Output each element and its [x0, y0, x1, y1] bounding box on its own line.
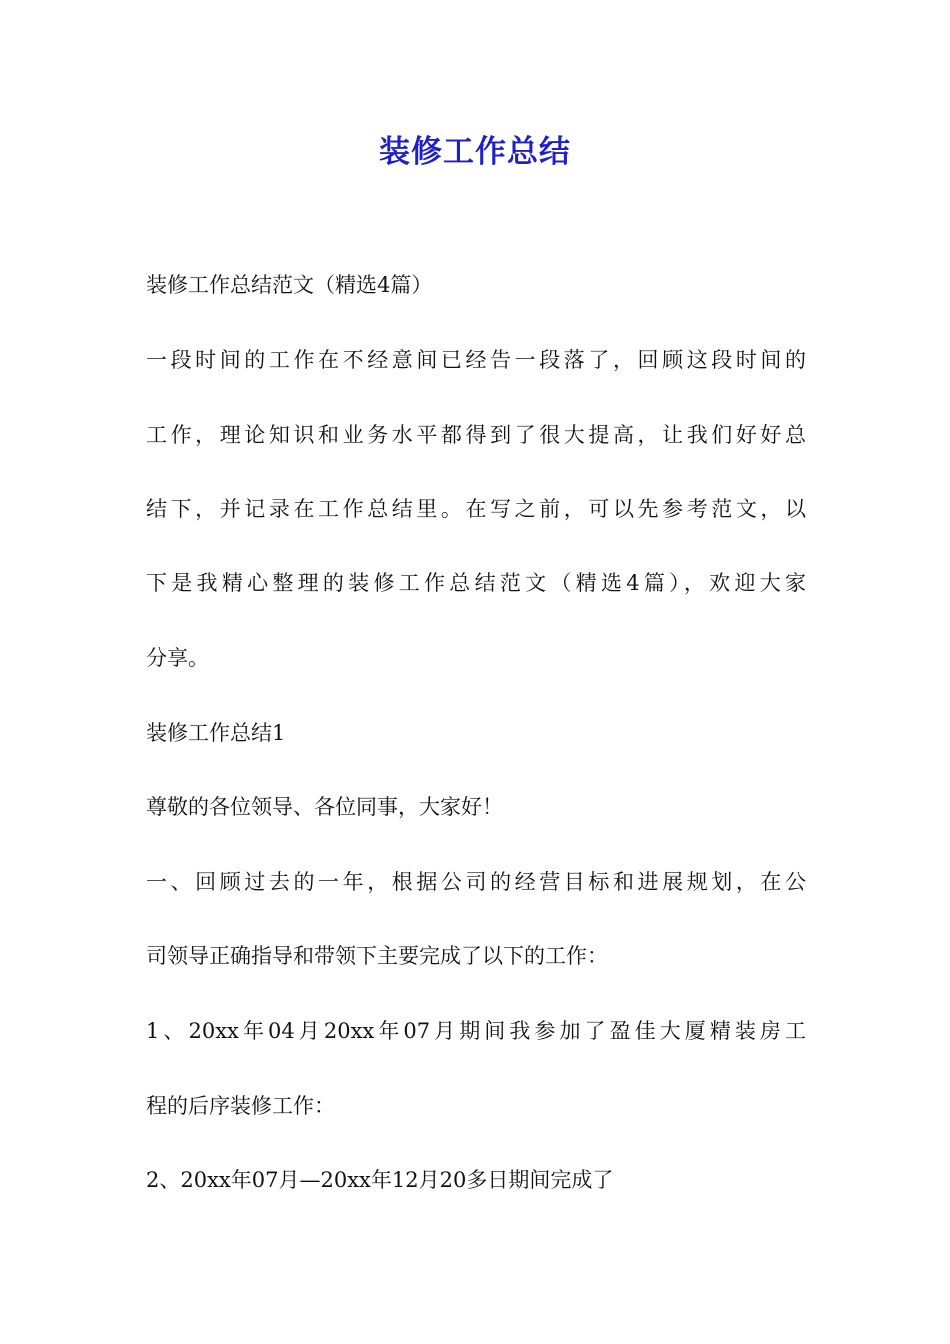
paragraph-line: 一段时间的工作在不经意间已经告一段落了，回顾这段时间的: [146, 348, 806, 372]
document-title: 装修工作总结: [379, 134, 571, 170]
paragraph-line: 司领导正确指导和带领下主要完成了以下的工作：: [146, 944, 608, 968]
subtitle-line: 装修工作总结范文（精选4篇）: [146, 273, 433, 297]
list-item-line: 2、20xx年07月—20xx年12月20多日期间完成了: [146, 1168, 614, 1192]
list-item-line: 程的后序装修工作：: [146, 1094, 335, 1118]
paragraph-line: 下是我精心整理的装修工作总结范文（精选4篇），欢迎大家: [146, 571, 806, 595]
list-item-line: 1、20xx年04月20xx年07月期间我参加了盈佳大厦精装房工: [146, 1019, 806, 1043]
paragraph-line: 分享。: [146, 646, 209, 670]
paragraph-line: 工作，理论知识和业务水平都得到了很大提高，让我们好好总: [146, 423, 806, 447]
greeting-line: 尊敬的各位领导、各位同事，大家好！: [146, 795, 503, 819]
paragraph-line: 结下，并记录在工作总结里。在写之前，可以先参考范文，以: [146, 497, 806, 521]
section-heading: 装修工作总结1: [146, 721, 286, 745]
paragraph-line: 一、回顾过去的一年，根据公司的经营目标和进展规划，在公: [146, 870, 806, 894]
